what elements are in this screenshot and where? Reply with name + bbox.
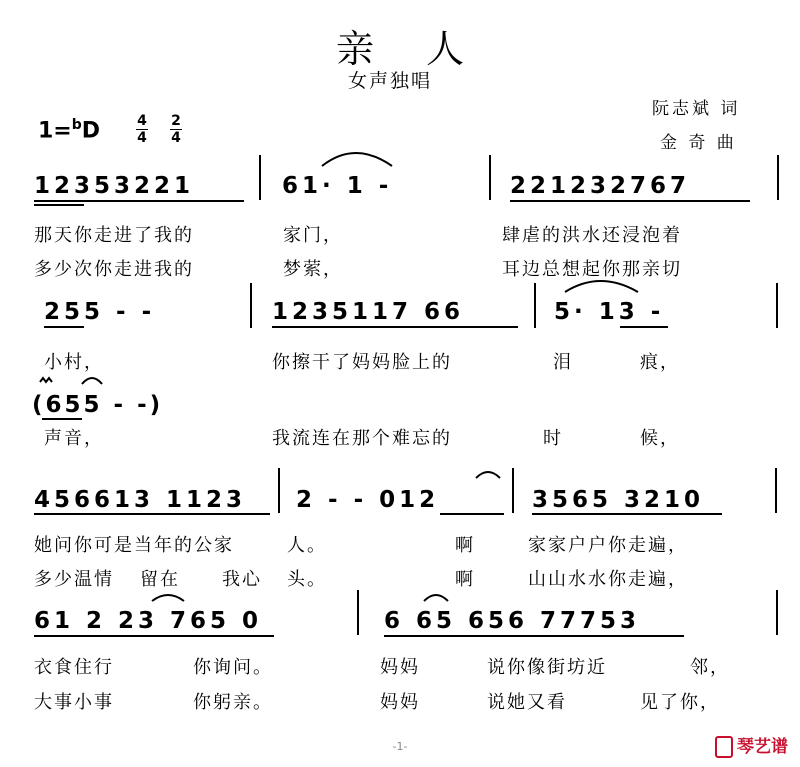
measure-notes: 61· 1 - xyxy=(282,173,393,199)
tie-arc xyxy=(152,595,184,601)
ts-numerator: 4 xyxy=(137,113,147,129)
lyric-verse-1: 你擦干了妈妈脸上的 xyxy=(272,352,452,373)
lyric-verse-2: 你躬亲。 xyxy=(193,692,273,713)
key-prefix: 1= xyxy=(38,118,72,144)
lyric-verse-2: 多少温情 xyxy=(34,569,114,590)
lyric-verse-2: 候， xyxy=(640,428,680,449)
lyric-verse-2: 啊 xyxy=(455,569,475,590)
lyric-verse-2: 大事小事 xyxy=(34,692,114,713)
watermark-text: 琴艺谱 xyxy=(737,737,788,757)
measure-notes: 221232767 xyxy=(510,173,691,199)
lyric-verse-2: 妈妈 xyxy=(380,692,420,713)
lyric-verse-1: 痕， xyxy=(640,352,680,373)
measure-notes: 456613 1123 xyxy=(34,487,247,513)
lyric-verse-2: 声音， xyxy=(44,428,104,449)
lyric-verse-1: 那天你走进了我的 xyxy=(34,225,194,246)
lyric-verse-2: 我流连在那个难忘的 xyxy=(272,428,452,449)
trill-mark xyxy=(40,378,52,382)
lyric-verse-1: 肆虐的洪水还浸泡着 xyxy=(502,225,682,246)
measure-notes: 2 - - 012 xyxy=(296,487,440,513)
measure-notes: 12353221 xyxy=(34,173,195,199)
lyric-verse-1: 邻， xyxy=(690,657,730,678)
lyric-verse-2: 山山水水你走遍， xyxy=(528,569,688,590)
tie-arc xyxy=(476,472,500,478)
lyric-verse-2: 时 xyxy=(543,428,563,449)
measure-notes: 255 - - xyxy=(44,299,156,325)
lyric-verse-2: 我心 xyxy=(222,569,262,590)
lyric-verse-2: 留在 xyxy=(140,569,180,590)
performance-type: 女声独唱 xyxy=(347,70,432,92)
lyric-verse-1: 你询问。 xyxy=(193,657,273,678)
measure-notes: 3565 3210 xyxy=(532,487,705,513)
alternate-notes: (655 - -) xyxy=(32,392,164,418)
lyric-verse-1: 啊 xyxy=(455,535,475,556)
lyric-verse-2: 头。 xyxy=(287,569,327,590)
flat-sign: b xyxy=(71,117,82,133)
lyric-verse-1: 小村， xyxy=(44,352,104,373)
tie-arc xyxy=(424,595,448,601)
qinyipu-logo-icon xyxy=(715,736,733,758)
lyric-verse-1: 她问你可是当年的公家 xyxy=(34,535,234,556)
lyric-verse-2: 梦萦， xyxy=(283,259,343,280)
measure-notes: 6 65 656 77753 xyxy=(384,608,641,634)
song-title: 亲人 xyxy=(335,27,516,71)
lyric-verse-1: 家家户户你走遍， xyxy=(528,535,688,556)
tie-arc xyxy=(322,153,392,166)
ts-denominator: 4 xyxy=(137,130,147,146)
lyric-verse-2: 见了你， xyxy=(640,692,720,713)
composer-credit: 金 奇 曲 xyxy=(660,133,737,153)
tie-arc xyxy=(565,281,638,292)
lyric-verse-2: 说她又看 xyxy=(487,692,567,713)
lyric-verse-1: 说你像街坊近 xyxy=(487,657,607,678)
lyricist-credit: 阮志斌 词 xyxy=(652,99,741,119)
tie-arc xyxy=(82,378,102,384)
site-watermark xyxy=(715,732,788,758)
lyric-verse-1: 泪 xyxy=(553,352,573,373)
ts-numerator: 2 xyxy=(171,113,181,129)
lyric-verse-1: 妈妈 xyxy=(380,657,420,678)
lyric-verse-2: 多少次你走进我的 xyxy=(34,259,194,280)
measure-notes: 1235117 66 xyxy=(272,299,465,325)
lyric-verse-1: 衣食住行 xyxy=(34,657,114,678)
lyric-verse-2: 耳边总想起你那亲切 xyxy=(502,259,682,280)
ts-denominator: 4 xyxy=(171,130,181,146)
measure-notes: 5· 13 - xyxy=(554,299,665,325)
page-number: -1- xyxy=(392,740,408,753)
lyric-verse-1: 家门， xyxy=(283,225,343,246)
lyric-verse-1: 人。 xyxy=(287,535,327,556)
key-note: D xyxy=(81,118,101,144)
measure-notes: 61 2 23 765 0 xyxy=(34,608,263,634)
